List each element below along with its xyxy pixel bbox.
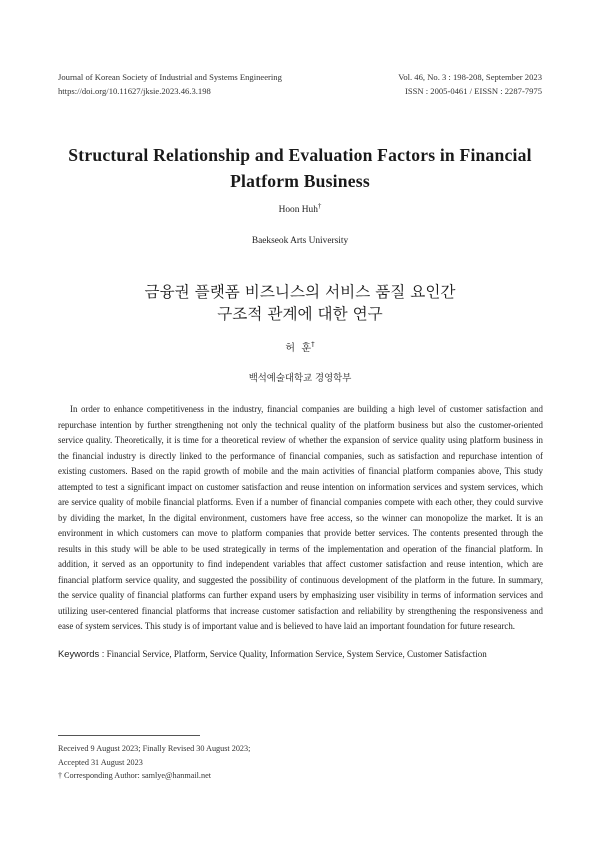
affiliation-ko: 백석예술대학교 경영학부	[248, 373, 352, 384]
paper-title-ko-line2: 구조적 관계에 대한 연구	[217, 305, 383, 323]
author-en	[0, 201, 600, 215]
keywords	[58, 647, 543, 661]
received-date: Received 9 August 2023; Finally Revised 30 August 2023;	[58, 744, 251, 753]
corresponding-mark: †	[317, 201, 322, 210]
issn-info: ISSN : 2005-0461 / EISSN : 2287-7975	[404, 85, 542, 96]
doi-link[interactable]: https://doi.org/10.11627/jksie.2023.46.3.198	[58, 85, 211, 96]
dagger-mark: †	[58, 771, 62, 780]
keywords-list: Financial Service, Platform, Service Quality, Information Service, System Service, Customer Satisfaction	[106, 649, 487, 659]
paper-title-en	[40, 143, 560, 194]
paper-title-ko	[40, 281, 560, 325]
footnote-divider	[58, 735, 200, 736]
footnotes	[58, 742, 250, 783]
journal-name: Journal of Korean Society of Industrial and Systems Engineering	[58, 72, 282, 82]
running-header-left	[58, 71, 282, 98]
abstract: In order to enhance competitiveness in the industry, financial companies are building a high level of customer satisfaction and repurchase intention by further strengthening not only the technical quality of the platform business but also the customer-oriented service quality. Theoretically, it is time for a theoretical review of whether the expansion of service quality using platform business in the financial industry is directly linked to the performance of financial companies, such as satisfaction and repurchase intention of existing customers. Based on the rapid growth of mobile and the main activities of financial platform companies above, This study attempted to test a significant impact on customer satisfaction and reuse intention on information services and system services, which are service quality of mobile financial platforms. Even if a number of financial companies compete with each other, they could survive by dividing the market, In the digital environment, customers have free access, so the winner can monopolize the market. It is an environment in which customers can move to platform companies that provide better services. The contents presented through the results in this study will be able to be used strategically in terms of the implementation and operation of the financial platform. In addition, it served as an opportunity to find independent variables that affect customer satisfaction and reuse intention, which are financial platform service quality, and suggested the possibility of continuous development of the platform in the future. In summary, the service quality of financial platforms can further expand users by emphasizing user visibility in terms of information services and utilizing user-centered financial platforms that increase customer satisfaction and reliability by strengthening the responsiveness and ease of system services. This study is of important value and is believed to have laid an important foundation for future research.	[58, 404, 543, 631]
accepted-date: Accepted 31 August 2023	[58, 757, 143, 767]
corresponding-author	[58, 769, 250, 783]
author-ko-name: 허 훈	[285, 343, 312, 354]
corresponding-author-text: Corresponding Author: samlye@hanmail.net	[64, 771, 211, 780]
volume-info: Vol. 46, No. 3 : 198-208, September 2023	[398, 72, 542, 82]
affiliation-en: Baekseok Arts University	[251, 236, 349, 246]
paper-title-ko-line1: 금융권 플랫폼 비즈니스의 서비스 품질 요인간	[144, 283, 456, 301]
keywords-label: Keywords :	[58, 648, 105, 659]
author-ko	[0, 339, 600, 354]
running-header-right	[398, 71, 542, 98]
paper-title-en-line2: Platform Business	[230, 170, 370, 191]
author-en-name: Hoon Huh	[278, 205, 318, 215]
paper-title-en-line1: Structural Relationship and Evaluation Factors in Financial	[68, 145, 532, 165]
corresponding-mark-ko: †	[311, 340, 315, 349]
